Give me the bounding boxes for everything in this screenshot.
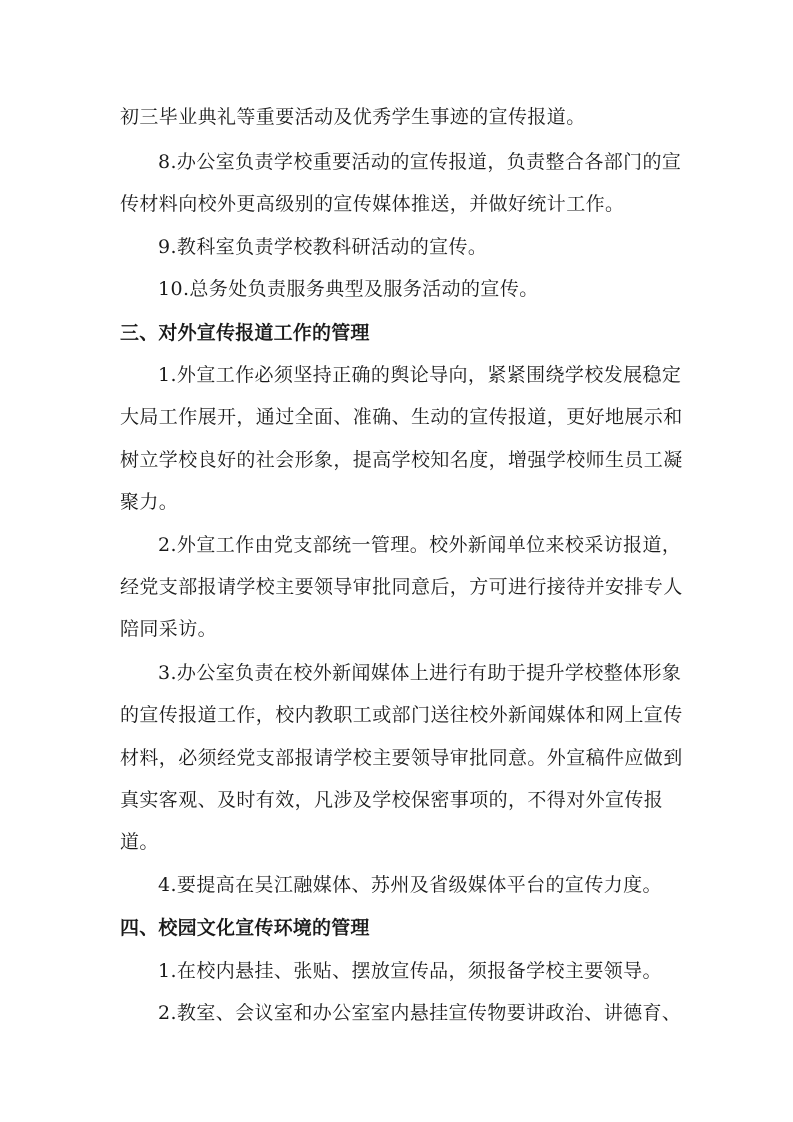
sec4-item-1: 1.在校内悬挂、张贴、摆放宣传品，须报备学校主要领导。 bbox=[158, 960, 662, 982]
sec3-item-3-line-4: 真实客观、及时有效，凡涉及学校保密事项的，不得对外宣传报 bbox=[120, 789, 664, 811]
sec3-item-2-line-1: 2.外宣工作由党支部统一管理。校外新闻单位来校采访报道， bbox=[158, 534, 682, 556]
item-9: 9.教科室负责学校教科研活动的宣传。 bbox=[158, 236, 488, 258]
item-10: 10.总务处负责服务典型及服务活动的宣传。 bbox=[158, 278, 539, 300]
section-heading-3: 三、对外宣传报道工作的管理 bbox=[120, 322, 370, 344]
sec3-item-1-line-4: 聚力。 bbox=[120, 491, 179, 513]
sec3-item-2-line-2: 经党支部报请学校主要领导审批同意后，方可进行接待并安排专人 bbox=[120, 576, 683, 598]
paragraph-continuation: 初三毕业典礼等重要活动及优秀学生事迹的宣传报道。 bbox=[120, 106, 586, 128]
sec3-item-1-line-3: 树立学校良好的社会形象，提高学校知名度，增强学校师生员工凝 bbox=[120, 449, 683, 471]
item-8-line-1: 8.办公室负责学校重要活动的宣传报道，负责整合各部门的宣 bbox=[158, 151, 682, 173]
sec3-item-1-line-1: 1.外宣工作必须坚持正确的舆论导向，紧紧围绕学校发展稳定 bbox=[158, 364, 682, 386]
sec4-item-2-line-1: 2.教室、会议室和办公室室内悬挂宣传物要讲政治、讲德育、 bbox=[158, 1002, 682, 1024]
sec3-item-3-line-5: 道。 bbox=[120, 831, 159, 853]
sec3-item-3-line-1: 3.办公室负责在校外新闻媒体上进行有助于提升学校整体形象 bbox=[158, 662, 682, 684]
item-8-line-2: 传材料向校外更高级别的宣传媒体推送，并做好统计工作。 bbox=[120, 193, 625, 215]
section-heading-4: 四、校园文化宣传环境的管理 bbox=[120, 917, 370, 939]
sec3-item-1-line-2: 大局工作展开，通过全面、准确、生动的宣传报道，更好地展示和 bbox=[120, 406, 683, 428]
sec3-item-3-line-3: 材料，必须经党支部报请学校主要领导审批同意。外宣稿件应做到 bbox=[120, 747, 683, 769]
sec3-item-2-line-3: 陪同采访。 bbox=[120, 618, 218, 640]
sec3-item-4: 4.要提高在吴江融媒体、苏州及省级媒体平台的宣传力度。 bbox=[158, 874, 662, 896]
sec3-item-3-line-2: 的宣传报道工作，校内教职工或部门送往校外新闻媒体和网上宣传 bbox=[120, 704, 683, 726]
